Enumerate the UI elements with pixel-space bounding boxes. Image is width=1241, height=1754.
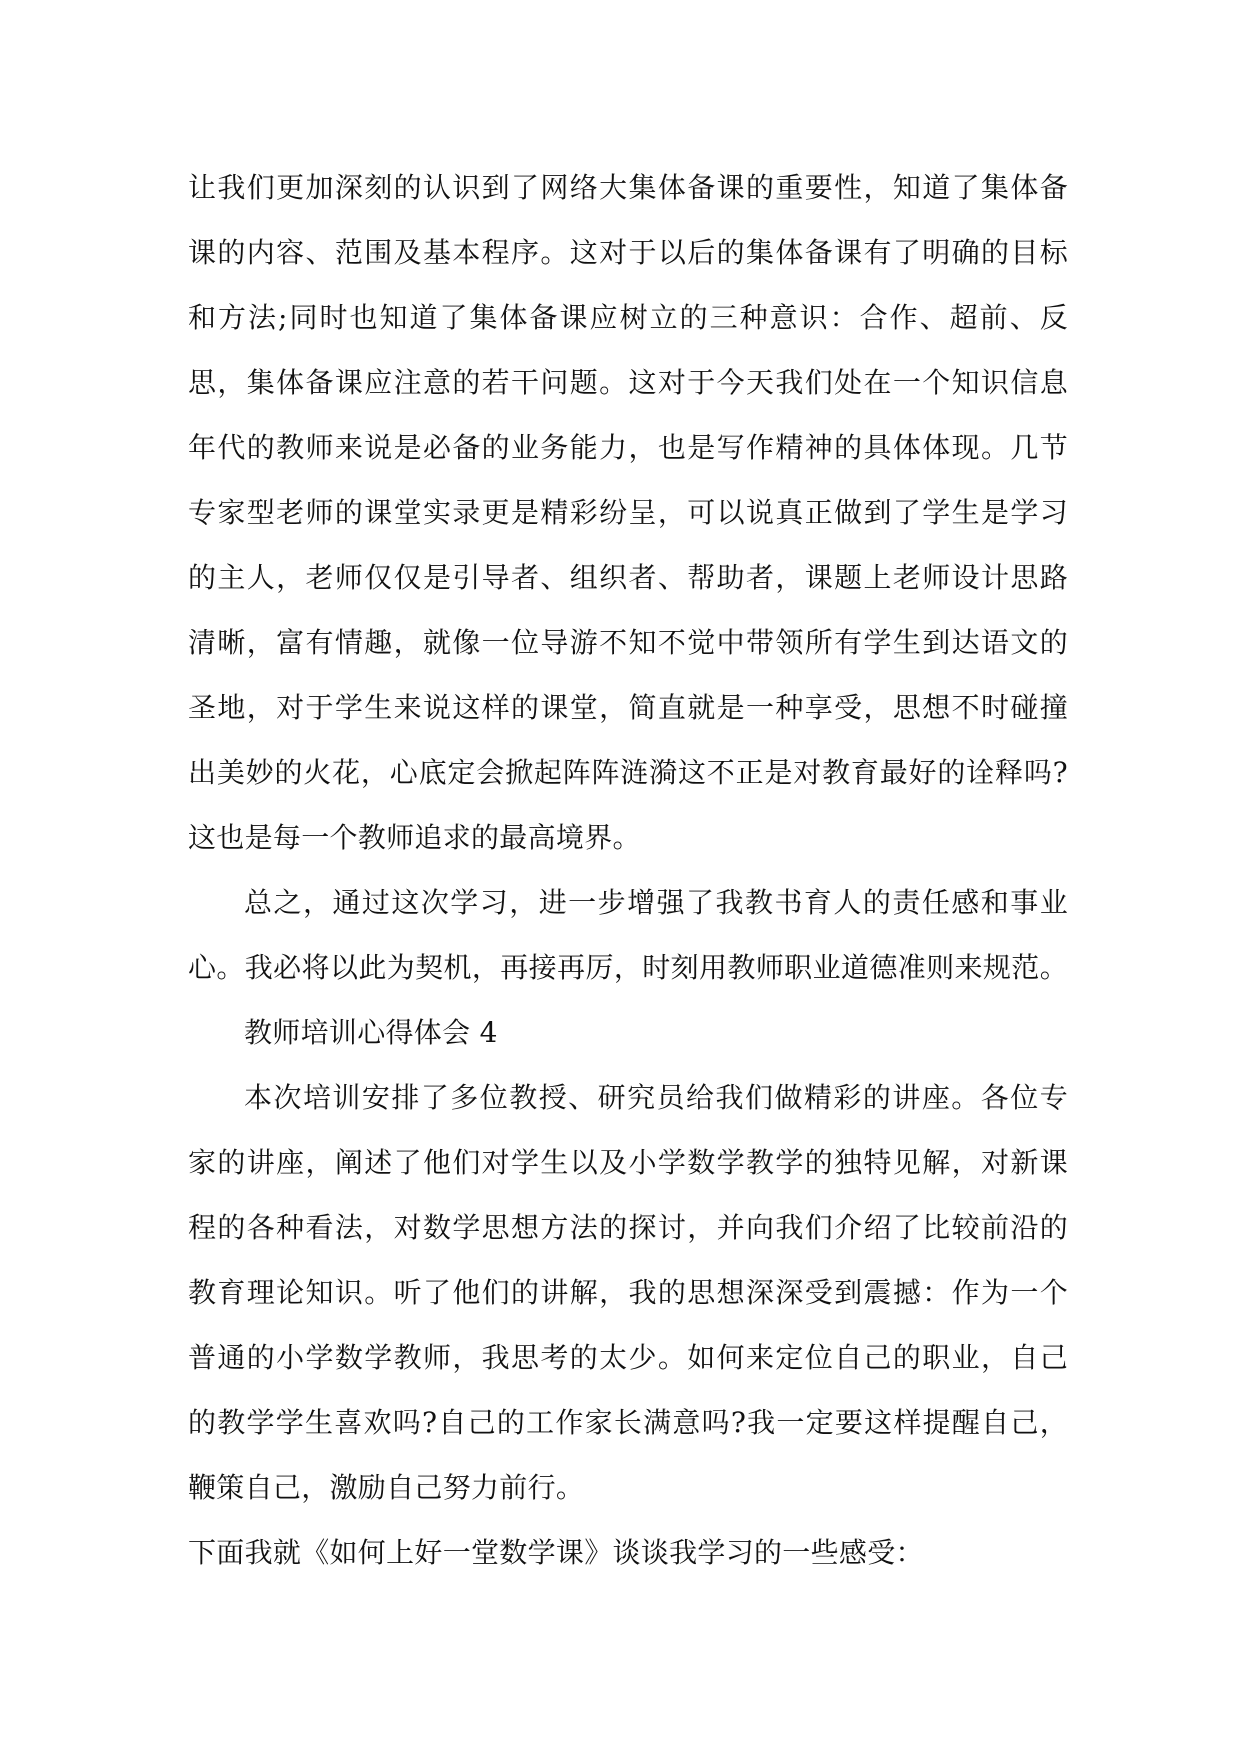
section-heading: 教师培训心得体会 4 xyxy=(244,1016,498,1049)
paragraph-line: 让我们更加深刻的认识到了网络大集体备课的重要性，知道了集体备 xyxy=(188,171,1068,204)
paragraph-line: 和方法;同时也知道了集体备课应树立的三种意识：合作、超前、反 xyxy=(188,301,1068,334)
paragraph-line: 专家型老师的课堂实录更是精彩纷呈，可以说真正做到了学生是学习 xyxy=(188,496,1068,529)
paragraph-line: 这也是每一个教师追求的最高境界。 xyxy=(188,821,641,854)
paragraph-line: 清晰，富有情趣，就像一位导游不知不觉中带领所有学生到达语文的 xyxy=(188,626,1068,659)
paragraph-line: 的教学学生喜欢吗?自己的工作家长满意吗?我一定要这样提醒自己， xyxy=(188,1406,1068,1439)
paragraph-line: 出美妙的火花，心底定会掀起阵阵涟漪这不正是对教育最好的诠释吗? xyxy=(188,756,1068,789)
paragraph-line: 下面我就《如何上好一堂数学课》谈谈我学习的一些感受： xyxy=(188,1536,924,1569)
paragraph-line: 总之，通过这次学习，进一步增强了我教书育人的责任感和事业 xyxy=(244,886,1068,919)
document-body xyxy=(188,155,1068,1585)
paragraph-line: 年代的教师来说是必备的业务能力，也是写作精神的具体体现。几节 xyxy=(188,431,1068,464)
paragraph-line: 教育理论知识。听了他们的讲解，我的思想深深受到震撼：作为一个 xyxy=(188,1276,1068,1309)
paragraph-line: 本次培训安排了多位教授、研究员给我们做精彩的讲座。各位专 xyxy=(244,1081,1068,1114)
paragraph-line: 课的内容、范围及基本程序。这对于以后的集体备课有了明确的目标 xyxy=(188,236,1068,269)
paragraph-line: 家的讲座，阐述了他们对学生以及小学数学教学的独特见解，对新课 xyxy=(188,1146,1068,1179)
paragraph-line: 程的各种看法，对数学思想方法的探讨，并向我们介绍了比较前沿的 xyxy=(188,1211,1068,1244)
paragraph-line: 圣地，对于学生来说这样的课堂，简直就是一种享受，思想不时碰撞 xyxy=(188,691,1068,724)
paragraph-line: 的主人，老师仅仅是引导者、组织者、帮助者，课题上老师设计思路 xyxy=(188,561,1068,594)
paragraph-line: 思，集体备课应注意的若干问题。这对于今天我们处在一个知识信息 xyxy=(188,366,1068,399)
paragraph-line: 普通的小学数学教师，我思考的太少。如何来定位自己的职业，自己 xyxy=(188,1341,1068,1374)
paragraph-line: 心。我必将以此为契机，再接再厉，时刻用教师职业道德准则来规范。 xyxy=(188,951,1068,984)
paragraph-line: 鞭策自己，激励自己努力前行。 xyxy=(188,1471,585,1504)
